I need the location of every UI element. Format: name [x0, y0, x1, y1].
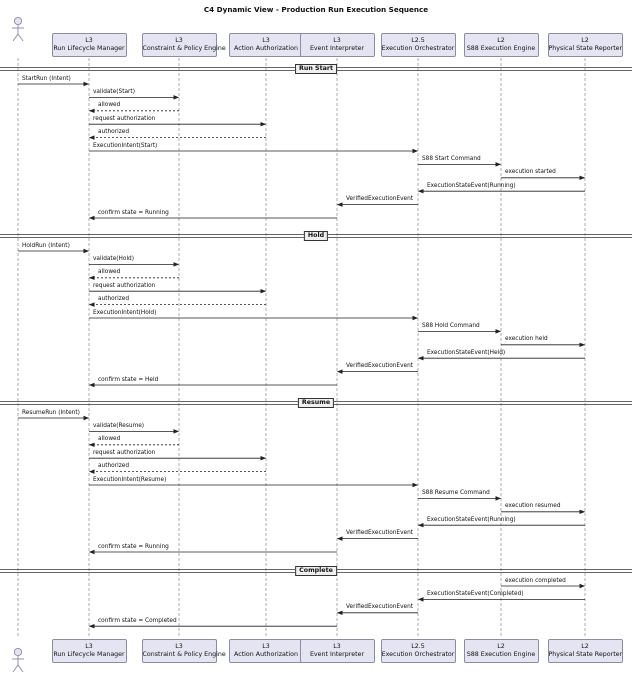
participant-box — [142, 33, 226, 57]
message-label: allowed — [98, 436, 121, 443]
participant-level: L2.5 — [411, 37, 425, 44]
message-label: execution resumed — [505, 503, 561, 510]
message-label: ExecutionStateEvent(Completed) — [427, 590, 524, 597]
participant-level: L2.5 — [411, 643, 425, 650]
participant-name: Action Authorization — [234, 45, 298, 52]
message-label: execution held — [505, 336, 548, 343]
message-label: VerifiedExecutionEvent — [346, 604, 414, 611]
participant-box — [142, 639, 226, 663]
message-label: ExecutionStateEvent(Running) — [427, 516, 516, 523]
message-label: VerifiedExecutionEvent — [346, 196, 414, 203]
message-label: validate(Resume) — [93, 422, 145, 429]
participant-level: L3 — [85, 643, 93, 650]
message-label: ExecutionIntent(Resume) — [93, 476, 167, 483]
participant-box — [52, 33, 127, 57]
section-title: Hold — [304, 231, 328, 241]
participant-box — [229, 33, 304, 57]
message-label: execution started — [505, 169, 556, 176]
participant-box — [229, 639, 304, 663]
participant-level: L3 — [333, 37, 341, 44]
message-label: execution completed — [505, 577, 566, 584]
participant-name: Physical State Reporter — [548, 651, 623, 658]
participant-box — [548, 33, 623, 57]
participant-name: S88 Execution Engine — [466, 45, 536, 52]
message-label: authorized — [98, 296, 130, 303]
participant-name: Event Interpreter — [309, 45, 365, 52]
message-label: ExecutionStateEvent(Held) — [427, 349, 506, 356]
message-label: validate(Start) — [93, 88, 135, 95]
participant-level: L3 — [85, 37, 93, 44]
participant-name: Constraint & Policy Engine — [142, 45, 226, 52]
operator-actor-icon — [12, 648, 24, 672]
message-label: S88 Start Command — [422, 155, 481, 162]
message-label: validate(Hold) — [93, 255, 134, 262]
message-label: request authorization — [93, 282, 156, 289]
participant-level: L2 — [497, 37, 505, 44]
message-label: confirm state = Completed — [98, 617, 177, 624]
participant-level: L3 — [175, 37, 183, 44]
message-label: VerifiedExecutionEvent — [346, 530, 414, 537]
participant-box — [464, 639, 539, 663]
participant-level: L3 — [333, 643, 341, 650]
message-label: S88 Resume Command — [422, 489, 490, 496]
message-label: ExecutionIntent(Hold) — [93, 309, 157, 316]
message-label: ResumeRun (Intent) — [22, 409, 80, 416]
participant-name: Physical State Reporter — [548, 45, 623, 52]
message-label: confirm state = Running — [98, 209, 169, 216]
participant-box — [52, 639, 127, 663]
participant-box — [300, 639, 375, 663]
message-label: authorized — [98, 129, 130, 136]
participant-name: Event Interpreter — [309, 651, 365, 658]
participant-box — [464, 33, 539, 57]
message-label: request authorization — [93, 449, 156, 456]
participant-name: Constraint & Policy Engine — [142, 651, 226, 658]
section-title: Complete — [295, 566, 337, 576]
message-label: allowed — [98, 269, 121, 276]
message-label: HoldRun (Intent) — [22, 242, 70, 249]
message-label: allowed — [98, 102, 121, 109]
message-label: confirm state = Running — [98, 543, 169, 550]
participant-level: L3 — [262, 643, 270, 650]
participant-name: Run Lifecycle Manager — [53, 45, 125, 52]
participant-name: Execution Orchestrator — [381, 651, 455, 658]
participant-box — [548, 639, 623, 663]
participant-name: Execution Orchestrator — [381, 45, 455, 52]
message-label: StartRun (Intent) — [22, 75, 71, 82]
participant-level: L3 — [175, 643, 183, 650]
participant-name: S88 Execution Engine — [466, 651, 536, 658]
message-label: confirm state = Held — [98, 376, 159, 383]
participant-box — [381, 33, 456, 57]
participant-level: L2 — [497, 643, 505, 650]
message-label: ExecutionIntent(Start) — [93, 142, 158, 149]
message-label: authorized — [98, 463, 130, 470]
participant-level: L3 — [262, 37, 270, 44]
participant-name: Run Lifecycle Manager — [53, 651, 125, 658]
participant-level: L2 — [581, 643, 589, 650]
section-title: Run Start — [295, 64, 337, 74]
section-title: Resume — [298, 398, 334, 408]
message-label: VerifiedExecutionEvent — [346, 363, 414, 370]
participant-level: L2 — [581, 37, 589, 44]
message-label: request authorization — [93, 115, 156, 122]
participant-box — [300, 33, 375, 57]
diagram-title: C4 Dynamic View - Production Run Execution Sequence — [203, 5, 429, 14]
operator-actor-icon — [12, 17, 24, 41]
message-label: S88 Hold Command — [422, 322, 480, 329]
message-label: ExecutionStateEvent(Running) — [427, 182, 516, 189]
participant-box — [381, 639, 456, 663]
participant-name: Action Authorization — [234, 651, 298, 658]
